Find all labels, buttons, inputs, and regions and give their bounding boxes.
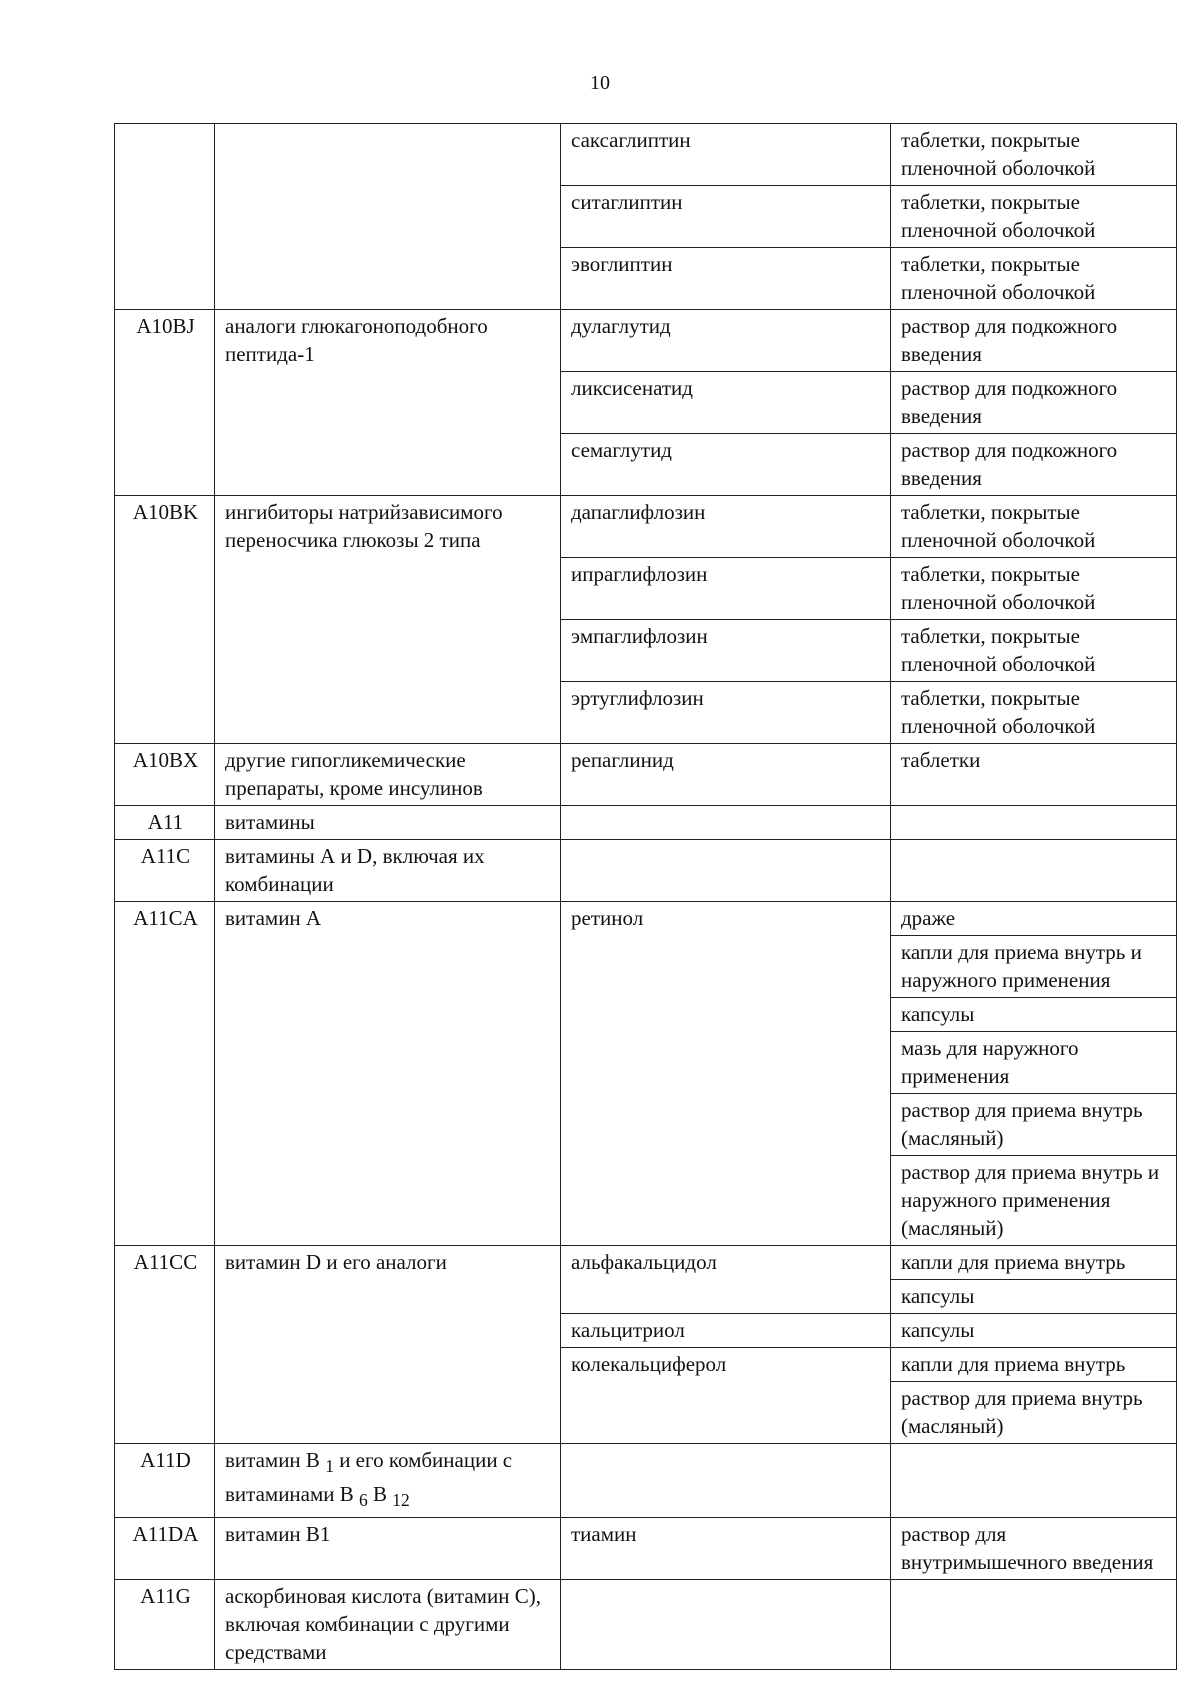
- dosage-form: драже: [891, 902, 1177, 936]
- atc-code: A11C: [115, 840, 215, 902]
- dosage-form: таблетки, покрытые пленочной оболочкой: [891, 124, 1177, 186]
- table-row: [115, 1518, 1177, 1580]
- atc-group: витамин А: [215, 902, 561, 1246]
- dosage-form: [891, 1580, 1177, 1670]
- atc-group: витамин В $_1$ и его комбинации с витаминами В $_6$ В $_{12}$: [215, 1444, 561, 1518]
- atc-group: [215, 124, 561, 310]
- dosage-form: капли для приема внутрь и наружного применения: [891, 936, 1177, 998]
- dosage-form: таблетки, покрытые пленочной оболочкой: [891, 248, 1177, 310]
- atc-code: A11DA: [115, 1518, 215, 1580]
- drug-name: [561, 1444, 891, 1518]
- drug-name: альфакальцидол: [561, 1246, 891, 1314]
- dosage-form: раствор для подкожного введения: [891, 434, 1177, 496]
- dosage-form: таблетки, покрытые пленочной оболочкой: [891, 620, 1177, 682]
- dosage-form: таблетки: [891, 744, 1177, 806]
- dosage-form: раствор для приема внутрь и наружного применения (масляный): [891, 1156, 1177, 1246]
- atc-code: A10BJ: [115, 310, 215, 496]
- dosage-form: таблетки, покрытые пленочной оболочкой: [891, 682, 1177, 744]
- table-row: [115, 840, 1177, 902]
- drug-name: эртуглифлозин: [561, 682, 891, 744]
- atc-group: аналоги глюкагоноподобного пептида-1: [215, 310, 561, 496]
- drug-name: семаглутид: [561, 434, 891, 496]
- dosage-form: раствор для подкожного введения: [891, 372, 1177, 434]
- dosage-form: таблетки, покрытые пленочной оболочкой: [891, 558, 1177, 620]
- dosage-form: раствор для подкожного введения: [891, 310, 1177, 372]
- table-row: [115, 902, 1177, 936]
- dosage-form: капсулы: [891, 1280, 1177, 1314]
- dosage-form: раствор для приема внутрь (масляный): [891, 1094, 1177, 1156]
- dosage-form: раствор для внутримышечного введения: [891, 1518, 1177, 1580]
- atc-drug-table: [114, 123, 1177, 1670]
- atc-code: A11D: [115, 1444, 215, 1518]
- atc-code: A10BX: [115, 744, 215, 806]
- drug-name: репаглинид: [561, 744, 891, 806]
- dosage-form: капсулы: [891, 998, 1177, 1032]
- dosage-form: [891, 1444, 1177, 1518]
- dosage-form: капсулы: [891, 1314, 1177, 1348]
- drug-name: ликсисенатид: [561, 372, 891, 434]
- atc-group: аскорбиновая кислота (витамин С), включая комбинации с другими средствами: [215, 1580, 561, 1670]
- drug-name: саксаглиптин: [561, 124, 891, 186]
- atc-code: A11G: [115, 1580, 215, 1670]
- atc-group: другие гипогликемические препараты, кроме инсулинов: [215, 744, 561, 806]
- table-row: [115, 310, 1177, 372]
- atc-code: A11CC: [115, 1246, 215, 1444]
- dosage-form: таблетки, покрытые пленочной оболочкой: [891, 186, 1177, 248]
- table-row: [115, 496, 1177, 558]
- dosage-form: капли для приема внутрь: [891, 1348, 1177, 1382]
- page-number: 10: [590, 72, 610, 94]
- drug-name: дулаглутид: [561, 310, 891, 372]
- drug-name: тиамин: [561, 1518, 891, 1580]
- drug-name: эвоглиптин: [561, 248, 891, 310]
- dosage-form: капли для приема внутрь: [891, 1246, 1177, 1280]
- table-row: [115, 124, 1177, 186]
- drug-name: ситаглиптин: [561, 186, 891, 248]
- drug-name: колекальциферол: [561, 1348, 891, 1444]
- atc-group: витамины А и D, включая их комбинации: [215, 840, 561, 902]
- atc-code: A10BK: [115, 496, 215, 744]
- dosage-form: таблетки, покрытые пленочной оболочкой: [891, 496, 1177, 558]
- atc-code: A11CA: [115, 902, 215, 1246]
- drug-name: [561, 840, 891, 902]
- atc-code: A11: [115, 806, 215, 840]
- drug-name: [561, 1580, 891, 1670]
- dosage-form: [891, 806, 1177, 840]
- atc-code: [115, 124, 215, 310]
- atc-group: витамин В1: [215, 1518, 561, 1580]
- table-row: [115, 744, 1177, 806]
- drug-name: эмпаглифлозин: [561, 620, 891, 682]
- table-row: [115, 1246, 1177, 1280]
- dosage-form: [891, 840, 1177, 902]
- drug-name: кальцитриол: [561, 1314, 891, 1348]
- dosage-form: раствор для приема внутрь (масляный): [891, 1382, 1177, 1444]
- atc-group: витамины: [215, 806, 561, 840]
- drug-name: ипраглифлозин: [561, 558, 891, 620]
- table-row: [115, 1444, 1177, 1518]
- dosage-form: мазь для наружного применения: [891, 1032, 1177, 1094]
- atc-group: витамин D и его аналоги: [215, 1246, 561, 1444]
- atc-group: ингибиторы натрийзависимого переносчика глюкозы 2 типа: [215, 496, 561, 744]
- drug-name: дапаглифлозин: [561, 496, 891, 558]
- drug-name: [561, 806, 891, 840]
- drug-name: ретинол: [561, 902, 891, 1246]
- table-row: [115, 806, 1177, 840]
- table-row: [115, 1580, 1177, 1670]
